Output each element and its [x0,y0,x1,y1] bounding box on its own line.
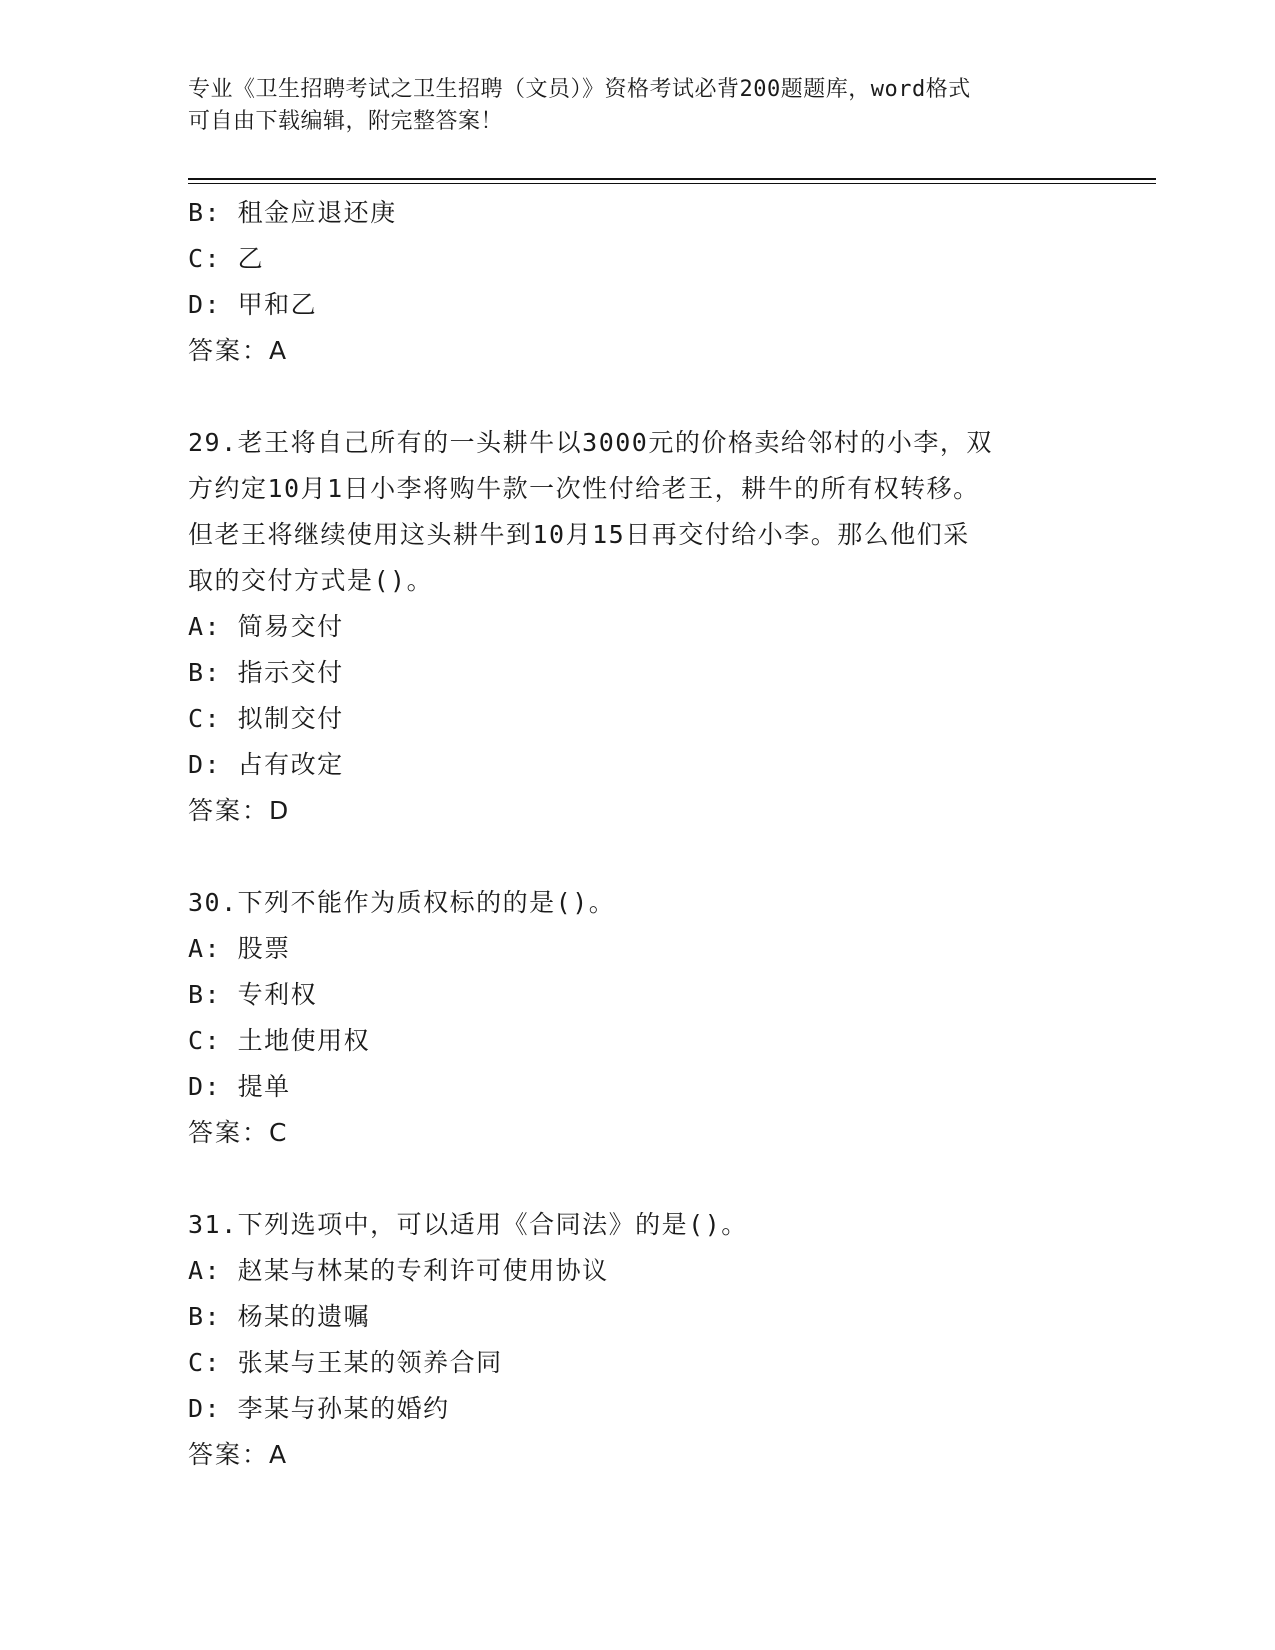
spacer [188,1156,1068,1202]
spacer [188,374,1068,420]
answer-line: 答案：C [188,1118,289,1147]
option-a: A: 赵某与林某的专利许可使用协议 [188,1256,609,1285]
answer-line: 答案：A [188,336,289,365]
header-divider-thin [188,183,1156,184]
question-29 [188,420,1068,834]
option-c: C: 乙 [188,244,265,273]
option-b: B: 租金应退还庚 [188,198,397,227]
option-d: D: 占有改定 [188,750,344,779]
question-text [188,420,1068,604]
option-a: A: 股票 [188,934,291,963]
option-d: D: 甲和乙 [188,290,318,319]
answer-line: 答案：D [188,796,291,825]
question-text-line: 29.老王将自己所有的一头耕牛以3000元的价格卖给邻村的小李，双 [188,428,993,457]
question-list [188,190,1068,1478]
option-c: C: 拟制交付 [188,704,344,733]
option-c: C: 张某与王某的领养合同 [188,1348,503,1377]
answer-line: 答案：A [188,1440,289,1469]
option-a: A: 简易交付 [188,612,344,641]
question-31 [188,1202,1068,1478]
question-text-line: 但老王将继续使用这头耕牛到10月15日再交付给小李。那么他们采 [188,520,970,549]
option-b: B: 专利权 [188,980,318,1009]
question-text-line: 方约定10月1日小李将购牛款一次性付给老王，耕牛的所有权转移。 [188,474,980,503]
question-30 [188,880,1068,1156]
document-header [188,74,1088,138]
header-line-2: 可自由下载编辑，附完整答案！ [188,109,504,134]
option-c: C: 土地使用权 [188,1026,371,1055]
header-divider-thick [188,178,1156,180]
question-text-line: 取的交付方式是()。 [188,566,434,595]
header-line-1: 专业《卫生招聘考试之卫生招聘（文员）》资格考试必背200题题库，word格式 [188,77,971,102]
spacer [188,834,1068,880]
question-28-continuation [188,190,1068,374]
option-d: D: 李某与孙某的婚约 [188,1394,450,1423]
option-b: B: 指示交付 [188,658,344,687]
option-d: D: 提单 [188,1072,291,1101]
question-text: 30.下列不能作为质权标的的是()。 [188,888,616,917]
option-b: B: 杨某的遗嘱 [188,1302,371,1331]
question-text: 31.下列选项中，可以适用《合同法》的是()。 [188,1210,748,1239]
